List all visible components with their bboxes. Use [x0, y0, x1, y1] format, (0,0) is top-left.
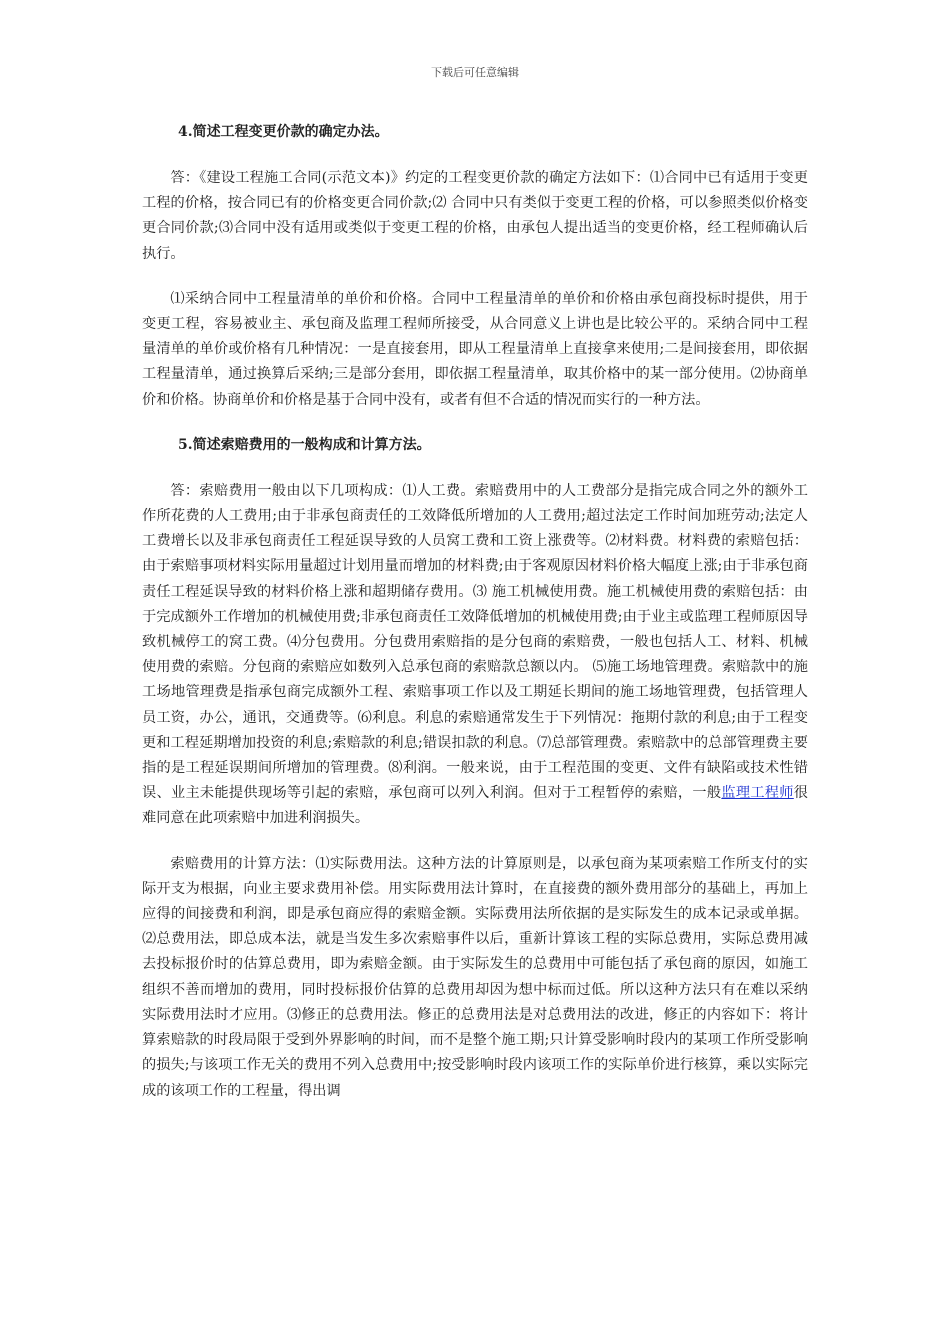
question-5-answer — [142, 479, 808, 832]
question-5-title: 5.简述索赔费用的一般构成和计算方法。 — [178, 436, 431, 453]
question-5-calculation: 索赔费用的计算方法：⑴实际费用法。这种方法的计算原则是，以承包商为某项索赔工作所支付的实际开支为根据，向业主要求费用补偿。用实际费用法计算时，在直接费的额外费用部分的基础上，再加上应得的间接费和利润，即是承包商应得的索赔金额。实际费用法所依据的是实际发生的成本记录或单据。⑵总费用法，即总成本法，就是当发生多次索赔事件以后，重新计算该工程的实际总费用，实际总费用减去投标报价时的估算总费用，即为索赔金额。由于实际发生的总费用中可能包括了承包商的原因，如施工组织不善而增加的费用，同时投标报价估算的总费用却因为想中标而过低。所以这种方法只有在难以采纳实际费用法时才应用。⑶修正的总费用法。修正的总费用法是对总费用法的改进，修正的内容如下：将计算索赔款的时段局限于受到外界影响的时间，而不是整个施工期;只计算受影响时段内的某项工作所受影响的损失;与该项工作无关的费用不列入总费用中;按受影响时段内该项工作的实际单价进行核算，乘以实际完成的该项工作的工程量，得出调 — [142, 855, 808, 1099]
question-4-detail: ⑴采纳合同中工程量清单的单价和价格。合同中工程量清单的单价和价格由承包商投标时提供，用于变更工程，容易被业主、承包商及监理工程师所接受，从合同意义上讲也是比较公平的。采纳合同中工程量清单的单价或价格有几种情况：一是直接套用，即从工程量清单上直接拿来使用;二是间接套用，即依据工程量清单，通过换算后采纳;三是部分套用，即依据工程量清单，取其价格中的某一部分使用。⑵协商单价和价格。协商单价和价格是基于合同中没有，或者有但不合适的情况而实行的一种方法。 — [142, 290, 808, 408]
answer-text-after-link: 很难同意在此项索赔中加进利润损失。 — [142, 785, 808, 827]
answer-text-before-link: 答：索赔费用一般由以下几项构成：⑴人工费。索赔费用中的人工费部分是指完成合同之外的额外工作所花费的人工费用;由于非承包商责任的工效降低所增加的人工费用;超过法定工作时间加班劳动;法定人工费增长以及非承包商责任工程延误导致的人员窝工费和工资上涨费等。⑵材料费。材料费的索赔包括：由于索赔事项材料实际用量超过计划用量而增加的材料费;由于客观原因材料价格大幅度上涨;由于非承包商责任工程延误导致的材料价格上涨和超期储存费用。⑶ 施工机械使用费。施工机械使用费的索赔包括：由于完成额外工作增加的机械使用费;非承包商责任工效降低增加的机械使用费;由于业主或监理工程师原因导致机械停工的窝工费。⑷分包费用。分包费用索赔指的是分包商的索赔费，一般也包括人工、材料、机械使用费的索赔。分包商的索赔应如数列入总承包商的索赔款总额以内。 ⑸施工场地管理费。索赔款中的施工场地管理费是指承包商完成额外工程、索赔事项工作以及工期延长期间的施工场地管理费，包括管理人员工资，办公，通讯，交通费等。⑹利息。利息的索赔通常发生于下列情况：拖期付款的利息;由于工程变更和工程延期增加投资的利息;索赔款的利息;错误扣款的利息。⑺总部管理费。索赔款中的总部管理费主要指的是工程延误期间所增加的管理费。⑻利润。一般来说，由于工程范围的变更、文件有缺陷或技术性错误、业主未能提供现场等引起的索赔，承包商可以列入利润。但对于工程暂停的索赔，一般 — [142, 482, 808, 802]
question-4-answer: 答：《建设工程施工合同(示范文本)》约定的工程变更价款的确定方法如下：⑴合同中已有适用于变更工程的价格，按合同已有的价格变更合同价款;⑵ 合同中只有类似于变更工程的价格，可以参照类似价格变更合同价款;⑶合同中没有适用或类似于变更工程的价格，由承包人提出适当的变更价格，经工程师确认后执行。 — [142, 170, 808, 262]
page-header: 下载后可任意编辑 — [431, 66, 519, 79]
supervising-engineer-link[interactable]: 监理工程师 — [721, 785, 794, 802]
question-4-title: 4.简述工程变更价款的确定办法。 — [178, 124, 389, 140]
document-body — [142, 120, 808, 1104]
